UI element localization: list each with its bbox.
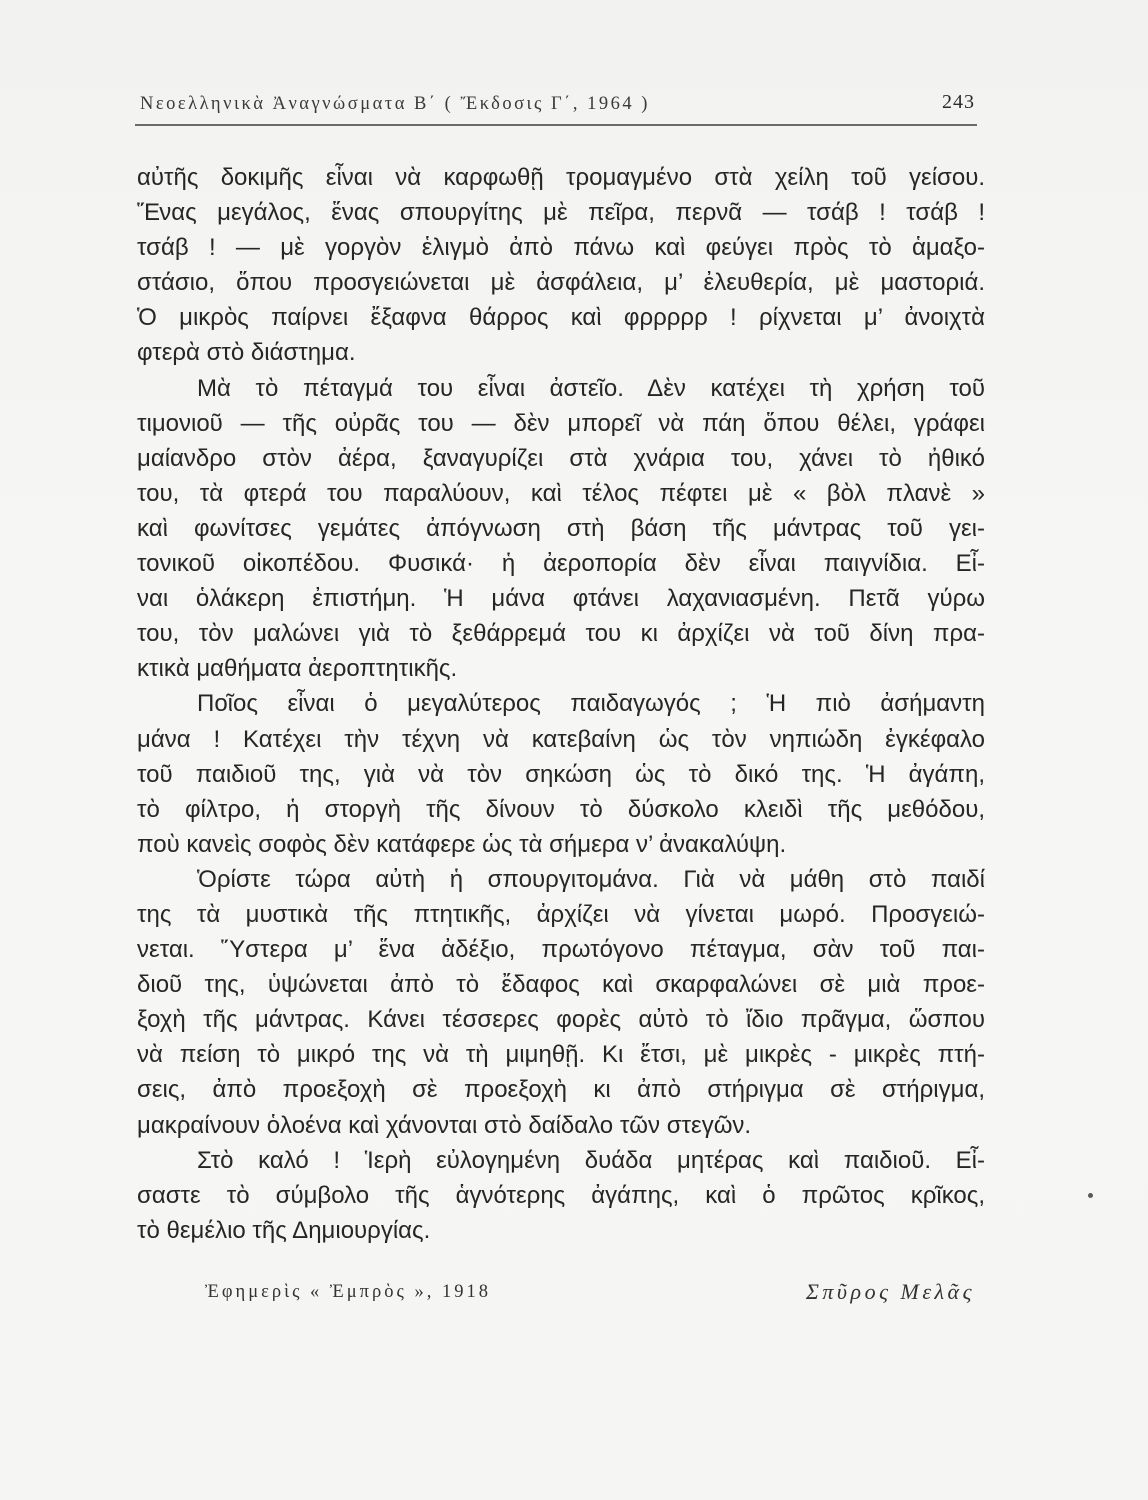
text-line: μάνα ! Κατέχει τὴν τέχνη νὰ κατεβαίνη ὡς τὸν νηπιώδη ἐγκέφαλο bbox=[137, 725, 985, 753]
text-line: Μὰ τὸ πέταγμά του εἶναι ἀστεῖο. Δὲν κατέχει τὴ χρήση τοῦ bbox=[197, 374, 985, 402]
author-name: Σπῦρος Μελᾶς bbox=[805, 1279, 975, 1304]
text-line: του, τὸν μαλώνει γιὰ τὸ ξεθάρρεμά του κι ἀρχίζει νὰ τοῦ δίνη πρα- bbox=[137, 620, 985, 648]
page-number: 243 bbox=[942, 91, 975, 113]
paragraph bbox=[137, 686, 985, 861]
text-line: ξοχὴ τῆς μάντρας. Κάνει τέσσερες φορὲς αὐτὸ τὸ ἴδιο πρᾶγμα, ὥσπου bbox=[137, 1006, 985, 1034]
text-line: στάσιο, ὅπου προσγειώνεται μὲ ἀσφάλεια, μ’ ἐλευθερία, μὲ μαστοριά. bbox=[137, 269, 985, 297]
text-line: αὐτῆς δοκιμῆς εἶναι νὰ καρφωθῇ τρομαγμένο στὰ χείλη τοῦ γείσου. bbox=[137, 164, 985, 191]
text-line: καὶ φωνίτσες γεμάτες ἀπόγνωση στὴ βάση τῆς μάντρας τοῦ γει- bbox=[137, 514, 985, 542]
text-line: Ὁ μικρὸς παίρνει ἔξαφνα θάρρος καὶ φρρρρρ ! ρίχνεται μ’ ἀνοιχτὰ bbox=[137, 304, 985, 332]
paragraph bbox=[137, 862, 985, 1143]
text-line: του, τὰ φτερά του παραλύουν, καὶ τέλος πέφτει μὲ « βὸλ πλανὲ » bbox=[137, 479, 985, 507]
text-line: ναι ὁλάκερη ἐπιστήμη. Ἡ μάνα φτάνει λαχανιασμένη. Πετᾶ γύρω bbox=[137, 585, 985, 613]
running-header bbox=[137, 90, 975, 118]
text-line: τσάβ ! — μὲ γοργὸν ἑλιγμὸ ἀπὸ πάνω καὶ φεύγει πρὸς τὸ ἁμαξο- bbox=[137, 234, 985, 262]
text-line: τὸ θεμέλιο τῆς Δημιουργίας. bbox=[137, 1216, 431, 1244]
article-body bbox=[137, 160, 985, 1248]
text-line: σαστε τὸ σύμβολο τῆς ἁγνότερης ἀγάπης, καὶ ὁ πρῶτος κρῖκος, bbox=[137, 1181, 985, 1209]
text-line: τὸ φίλτρο, ἡ στοργὴ τῆς δίνουν τὸ δύσκολο κλειδὶ τῆς μεθόδου, bbox=[137, 795, 985, 823]
source-citation: Ἐφημερὶς « Ἐμπρὸς », 1918 bbox=[205, 1282, 491, 1302]
text-line: διοῦ της, ὑψώνεται ἀπὸ τὸ ἔδαφος καὶ σκαρφαλώνει σὲ μιὰ προε- bbox=[137, 971, 985, 999]
text-line: Ποῖος εἶναι ὁ μεγαλύτερος παιδαγωγός ; Ἡ πιὸ ἀσήμαντη bbox=[197, 690, 985, 718]
text-line: ποὺ κανεὶς σοφὸς δὲν κατάφερε ὡς τὰ σήμερα ν’ ἀνακαλύψη. bbox=[137, 830, 787, 858]
running-title: Νεοελληνικὰ Ἀναγνώσματα Β΄ ( Ἔκδοσις Γ΄, 1964 ) bbox=[140, 94, 650, 114]
text-line: νεται. Ὕστερα μ’ ἕνα ἀδέξιο, πρωτόγονο πέταγμα, σὰν τοῦ παι- bbox=[137, 936, 985, 964]
text-line: μαίανδρο στὸν ἀέρα, ξαναγυρίζει στὰ χνάρια του, χάνει τὸ ἠθικό bbox=[137, 444, 985, 472]
text-line: Ὁρίστε τώρα αὐτὴ ἡ σπουργιτομάνα. Γιὰ νὰ μάθη στὸ παιδί bbox=[197, 865, 985, 893]
text-line: φτερὰ στὸ διάστημα. bbox=[137, 339, 356, 367]
attribution bbox=[0, 1278, 1148, 1306]
header-rule bbox=[135, 124, 977, 126]
text-line: Ἕνας μεγάλος, ἕνας σπουργίτης μὲ πεῖρα, περνᾶ — τσάβ ! τσάβ ! bbox=[137, 199, 985, 227]
text-line: μακραίνουν ὁλοένα καὶ χάνονται στὸ δαίδαλο τῶν στεγῶν. bbox=[137, 1111, 752, 1139]
text-line: τοῦ παιδιοῦ της, γιὰ νὰ τὸν σηκώση ὡς τὸ δικό της. Ἡ ἀγάπη, bbox=[137, 760, 985, 788]
text-line: σεις, ἀπὸ προεξοχὴ σὲ προεξοχὴ κι ἀπὸ στήριγμα σὲ στήριγμα, bbox=[137, 1076, 985, 1104]
paragraph bbox=[137, 1143, 985, 1248]
paragraph bbox=[137, 160, 985, 371]
text-line: τιμονιοῦ — τῆς οὐρᾶς του — δὲν μπορεῖ νὰ πάη ὅπου θέλει, γράφει bbox=[137, 409, 985, 437]
text-line: τονικοῦ οἰκοπέδου. Φυσικά· ἡ ἀεροπορία δὲν εἶναι παιγνίδια. Εἶ- bbox=[137, 550, 985, 578]
text-line: κτικὰ μαθήματα ἀεροπτητικῆς. bbox=[137, 655, 458, 683]
text-line: νὰ πείση τὸ μικρό της νὰ τὴ μιμηθῇ. Κι ἔτσι, μὲ μικρὲς - μικρὲς πτή- bbox=[137, 1041, 985, 1069]
paragraph bbox=[137, 371, 985, 687]
text-line: Στὸ καλό ! Ἱερὴ εὐλογημένη δυάδα μητέρας καὶ παιδιοῦ. Εἶ- bbox=[197, 1146, 985, 1174]
scan-speck bbox=[1088, 1193, 1093, 1198]
text-line: της τὰ μυστικὰ τῆς πτητικῆς, ἀρχίζει νὰ γίνεται μωρό. Προσγειώ- bbox=[137, 900, 985, 928]
